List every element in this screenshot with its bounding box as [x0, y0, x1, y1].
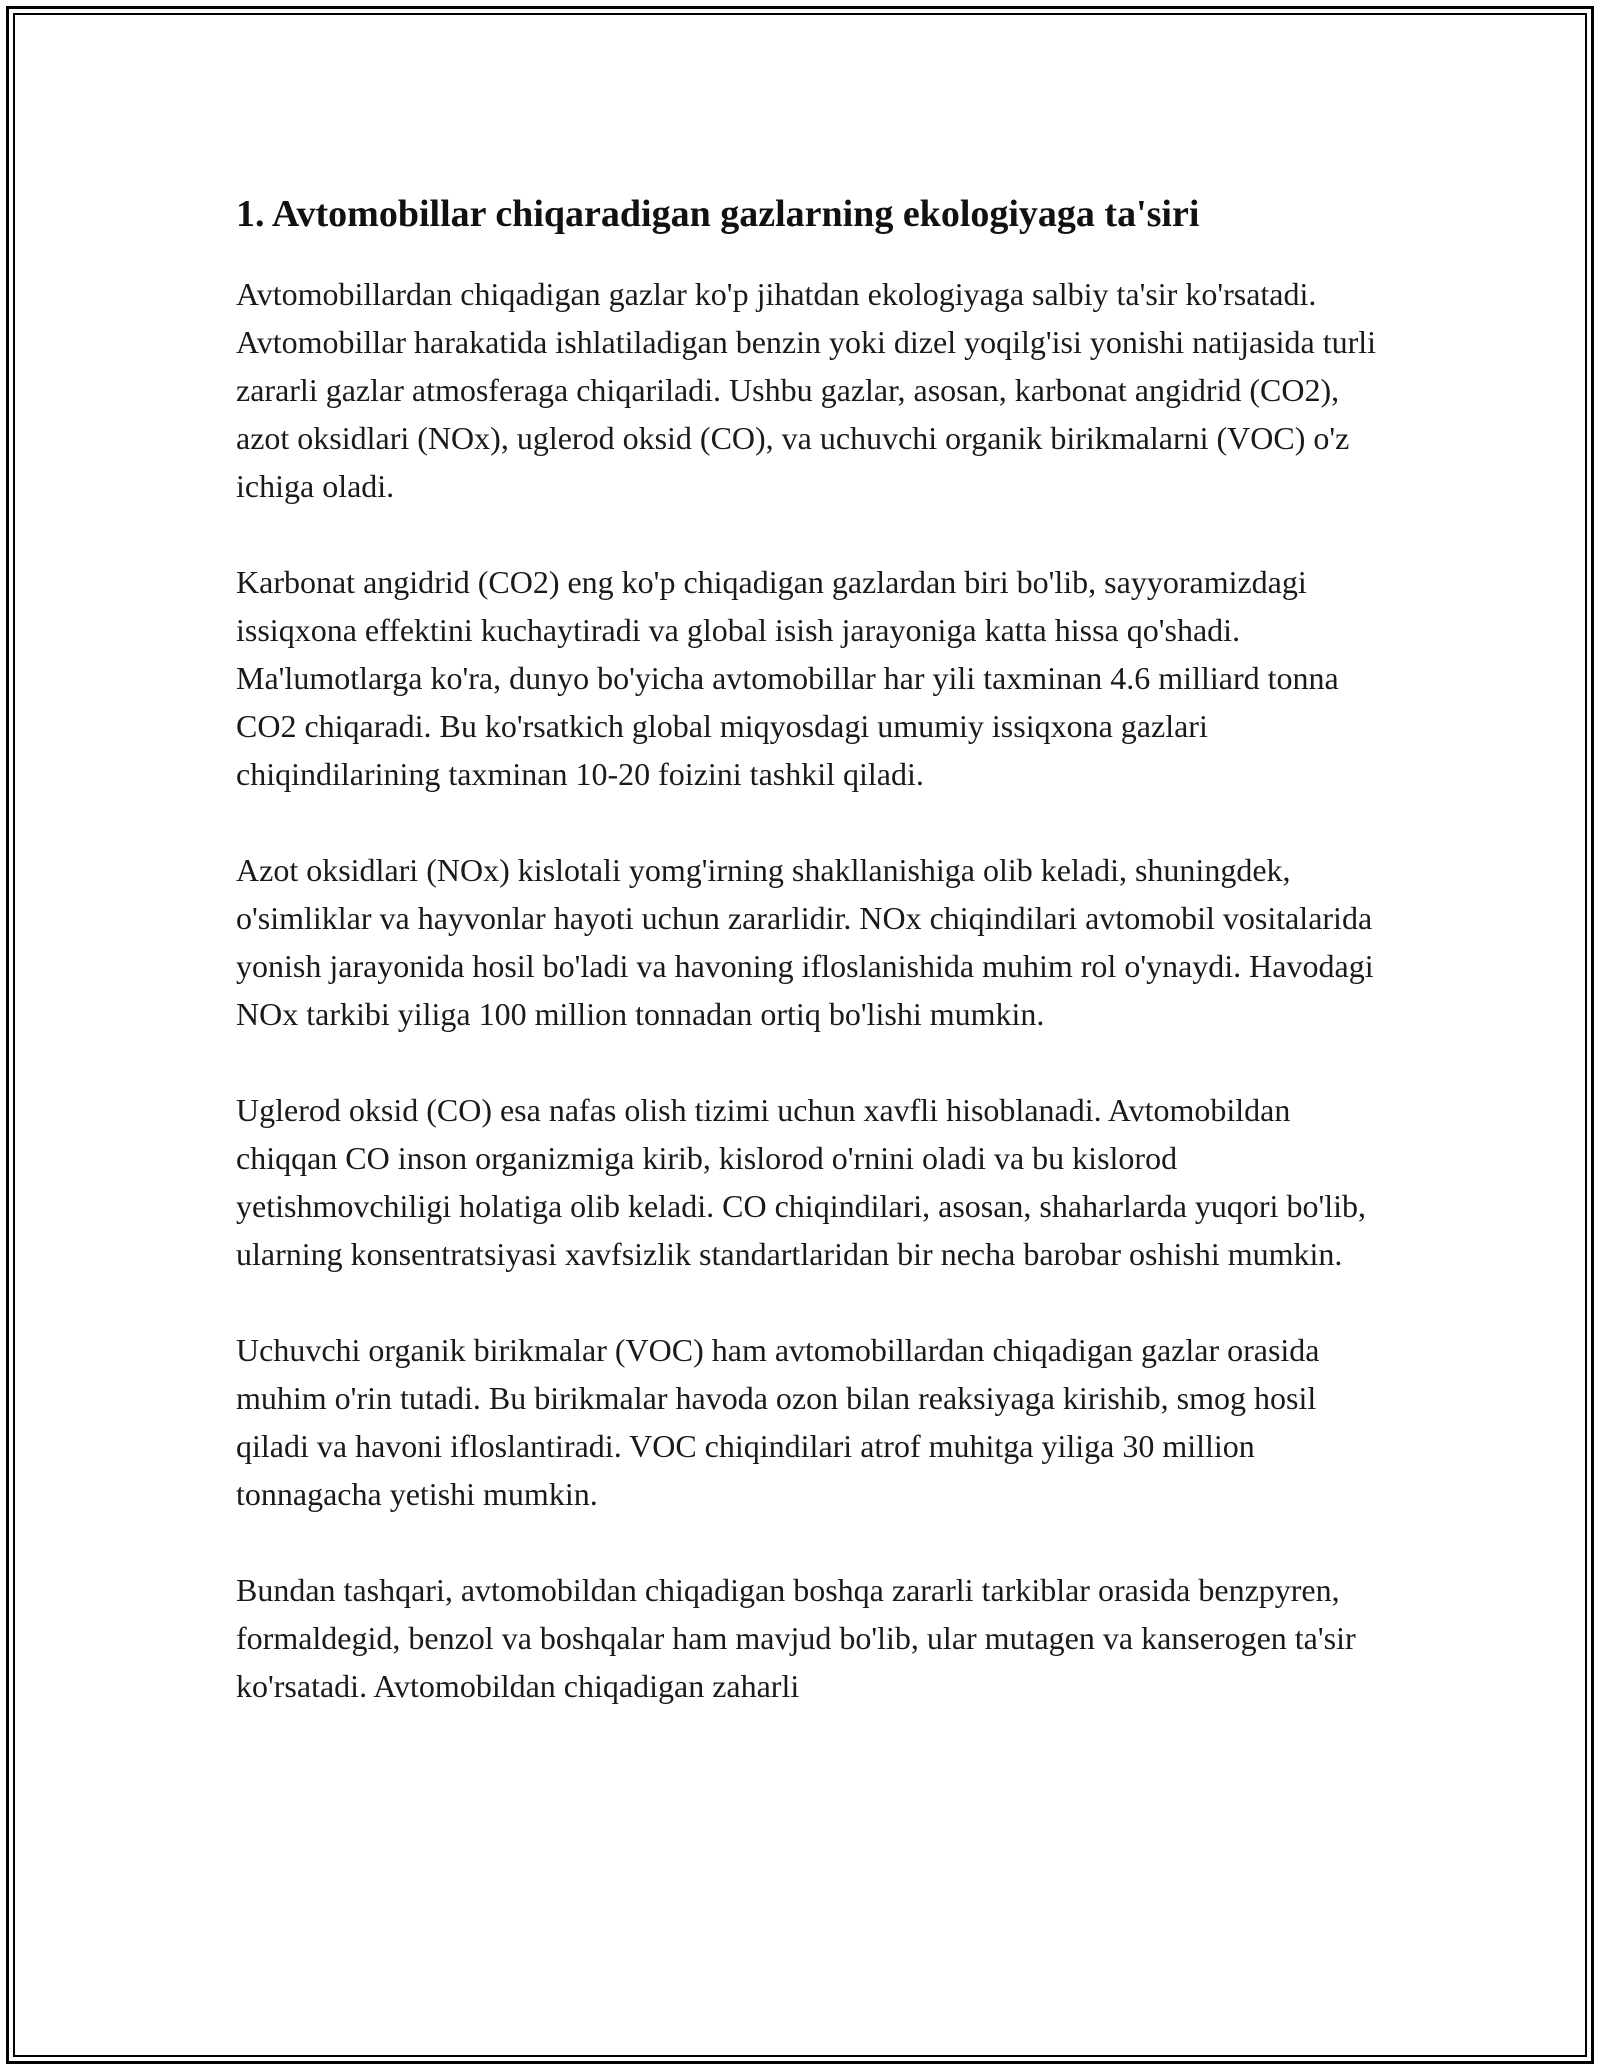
paragraph-other: Bundan tashqari, avtomobildan chiqadigan boshqa zararli tarkiblar orasida benzpyren, formaldegid, benzol va boshqalar ham mavjud bo'lib, ular mutagen va kanserogen ta'sir ko'rsatadi. Avtomobildan chiqadigan zaharli	[236, 1572, 1356, 1704]
paragraph-co: Uglerod oksid (CO) esa nafas olish tizimi uchun xavfli hisoblanadi. Avtomobildan chiqqan CO inson organizmiga kirib, kislorod o'rnini oladi va bu kislorod yetishmovchiligi holatiga olib keladi. CO chiqindilari, asosan, shaharlarda yuqori bo'lib, ularning konsentratsiyasi xavfsizlik standartlaridan bir necha barobar oshishi mumkin.	[236, 1092, 1366, 1272]
paragraph-nox: Azot oksidlari (NOx) kislotali yomg'irning shakllanishiga olib keladi, shuningdek, o'simliklar va hayvonlar hayoti uchun zararlidir. NOx chiqindilari avtomobil vositalarida yonish jarayonida hosil bo'ladi va havoning ifloslanishida muhim rol o'ynaydi. Havodagi NOx tarkibi yiliga 100 million tonnadan ortiq bo'lishi mumkin.	[236, 852, 1374, 1032]
paragraph-intro: Avtomobillardan chiqadigan gazlar ko'p jihatdan ekologiyaga salbiy ta'sir ko'rsatadi. Avtomobillar harakatida ishlatiladigan benzin yoki dizel yoqilg'isi yonishi natijasida turli zararli gazlar atmosferaga chiqariladi. Ushbu gazlar, asosan, karbonat angidrid (CO2), azot oksidlari (NOx), uglerod oksid (CO), va uchuvchi organik birikmalarni (VOC) o'z ichiga oladi.	[236, 276, 1377, 504]
document-body	[236, 186, 1396, 1710]
paragraph-voc: Uchuvchi organik birikmalar (VOC) ham avtomobillardan chiqadigan gazlar orasida muhim o'rin tutadi. Bu birikmalar havoda ozon bilan reaksiyaga kirishib, smog hosil qiladi va havoni ifloslantiradi. VOC chiqindilari atrof muhitga yiliga 30 million tonnagacha yetishi mumkin.	[236, 1332, 1320, 1512]
section-heading: 1. Avtomobillar chiqaradigan gazlarning ekologiyaga ta'siri	[236, 193, 1200, 235]
paragraph-co2: Karbonat angidrid (CO2) eng ko'p chiqadigan gazlardan biri bo'lib, sayyoramizdagi issiqxona effektini kuchaytiradi va global isish jarayoniga katta hissa qo'shadi. Ma'lumotlarga ko'ra, dunyo bo'yicha avtomobillar har yili taxminan 4.6 milliard tonna CO2 chiqaradi. Bu ko'rsatkich global miqyosdagi umumiy issiqxona gazlari chiqindilarining taxminan 10-20 foizini tashkil qiladi.	[236, 564, 1339, 792]
